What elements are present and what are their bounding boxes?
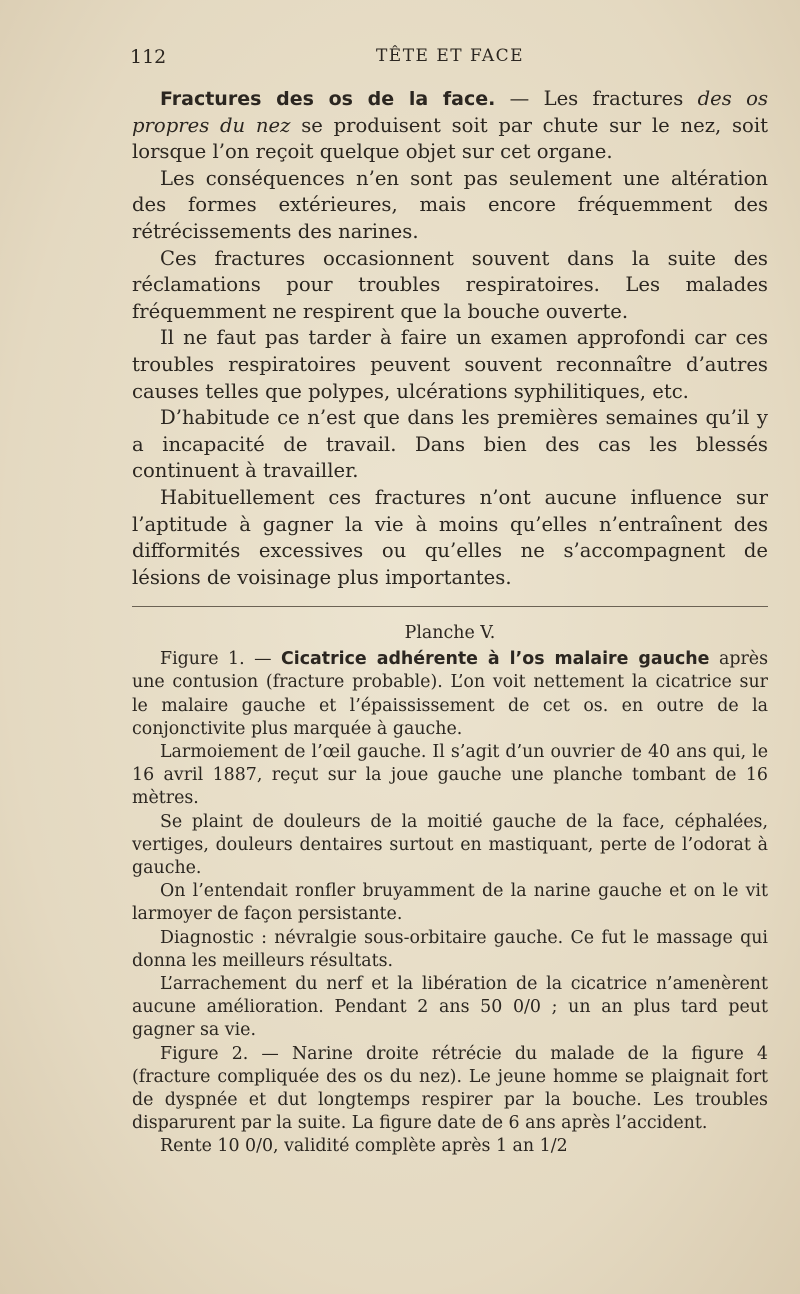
paragraph: Habituellement ces fractures n’ont aucune influence sur l’aptitude à gagner la vie à moins qu’elles n’entraînent des difformités excessives ou qu’elles ne s’accompagnent de lésions de voisinage plus importantes.	[132, 485, 768, 589]
figure-2-caption: Figure 2. — Narine droite rétrécie du malade de la figure 4 (fracture compliquée des os du nez). Le jeune homme se plaignait fort de dyspnée et dut longtemps respirer par la bouche. Les troubles disparurent par la suite. La figure date de 6 ans après l’accident.	[132, 1043, 768, 1134]
figure-1-title: Cicatrice adhérente à l’os malaire gauche	[280, 649, 710, 670]
rente-line: Rente 10 0/0, validité complète après 1 an 1/2	[160, 1136, 568, 1157]
figure-1-caption	[132, 648, 768, 741]
intro-dash: — Les fractures	[495, 87, 698, 110]
section-intro	[132, 86, 768, 166]
page-number: 112	[130, 46, 167, 68]
figure-1-paragraph: Larmoiement de l’œil gauche. Il s’agit d’un ouvrier de 40 ans qui, le 16 avril 1887, reçut sur la joue gauche une planche tombant de 16 mètres.	[132, 742, 768, 809]
paragraph: D’habitude ce n’est que dans les premières semaines qu’il y a incapacité de travail. Dans bien des cas les blessés continuent à travailler.	[132, 406, 768, 483]
paragraph: Les conséquences n’en sont pas seulement une altération des formes extérieures, mais encore fréquemment des rétrécissements des narines.	[132, 166, 768, 243]
intro-rest: se produisent soit par chute sur le nez, soit lorsque l’on reçoit quelque objet sur cet organe.	[132, 113, 768, 164]
page-header	[130, 46, 770, 74]
intro-italic-subject: des os propres du nez	[132, 87, 768, 137]
figure-1-paragraph: Diagnostic : névralgie sous-orbitaire gauche. Ce fut le massage qui donna les meilleurs résultats.	[132, 927, 768, 971]
plate-title: Planche V.	[404, 623, 496, 643]
figure-1-description: après une contusion (fracture probable). L’on voit nettement la cicatrice sur le malaire gauche et l’épaississement de cet os. en outre de la conjonctivite plus marquée à gauche.	[132, 649, 768, 739]
paragraph: Il ne faut pas tarder à faire un examen approfondi car ces troubles respiratoires peuvent souvent reconnaître d’autres causes telles que polypes, ulcérations syphilitiques, etc.	[132, 326, 768, 403]
plate-caption	[132, 622, 768, 1159]
figure-1-label: Figure 1. —	[160, 649, 281, 670]
main-text	[132, 86, 768, 591]
paragraph: Ces fractures occasionnent souvent dans la suite des réclamations pour troubles respiratoires. Les malades fréquemment ne respirent que la bouche ouverte.	[132, 246, 768, 323]
section-heading: Fractures des os de la face.	[160, 88, 496, 110]
section-divider	[132, 606, 768, 607]
running-title: TÊTE ET FACE	[375, 46, 525, 66]
figure-1-paragraph: L’arrachement du nerf et la libération de la cicatrice n’amenèrent aucune amélioration. Pendant 2 ans 50 0/0 ; un an plus tard peut gagner sa vie.	[132, 974, 768, 1041]
figure-1-paragraph: On l’entendait ronfler bruyamment de la narine gauche et on le vit larmoyer de façon persistante.	[132, 881, 768, 925]
figure-1-paragraph: Se plaint de douleurs de la moitié gauche de la face, céphalées, vertiges, douleurs dentaires surtout en mastiquant, perte de l’odorat à gauche.	[132, 811, 768, 879]
